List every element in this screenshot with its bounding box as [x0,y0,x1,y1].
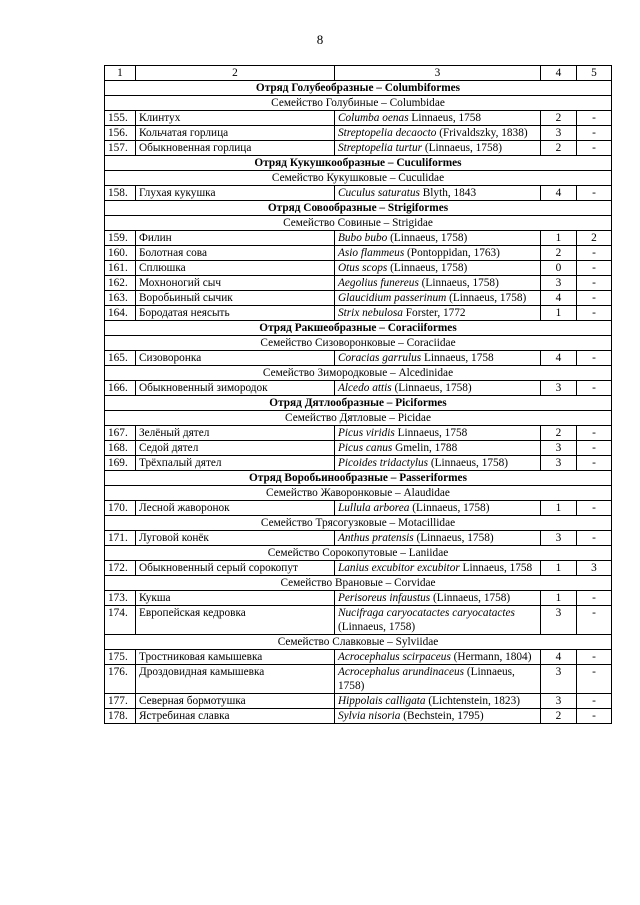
category-column-5: - [577,186,612,201]
latin-name: Hippolais calligata [338,695,426,707]
species-row [105,591,612,606]
scientific-name-cell [335,126,541,141]
taxon-author: Forster, 1772 [402,307,466,319]
row-number: 155. [105,111,136,126]
taxon-author: (Linnaeus, 1758) [428,457,509,469]
category-column-5: - [577,261,612,276]
family-heading-row [105,411,612,426]
row-number: 162. [105,276,136,291]
category-column-5: - [577,426,612,441]
latin-name: Streptopelia decaocto [338,127,437,139]
russian-name: Мохноногий сыч [136,276,335,291]
taxon-author: (Linnaeus, 1758) [387,232,468,244]
category-column-5: - [577,456,612,471]
order-heading-row [105,156,612,171]
family-heading-row [105,486,612,501]
latin-name: Cuculus saturatus [338,187,420,199]
category-column-4: 1 [541,306,577,321]
species-row [105,665,612,694]
taxon-author: (Frivaldszky, 1838) [436,127,528,139]
row-number: 172. [105,561,136,576]
taxon-author: (Linnaeus, 1758) [409,502,490,514]
category-column-5: - [577,276,612,291]
category-column-5: - [577,501,612,516]
russian-name: Болотная сова [136,246,335,261]
russian-name: Филин [136,231,335,246]
russian-name: Воробьиный сычик [136,291,335,306]
scientific-name-cell [335,246,541,261]
row-number: 176. [105,665,136,694]
category-column-5: 2 [577,231,612,246]
category-column-5: - [577,650,612,665]
category-column-4: 3 [541,126,577,141]
row-number: 175. [105,650,136,665]
russian-name: Седой дятел [136,441,335,456]
species-row [105,141,612,156]
family-heading: Семейство Кукушковые – Cuculidae [105,171,612,186]
category-column-4: 2 [541,426,577,441]
category-column-5: - [577,291,612,306]
category-column-4: 3 [541,441,577,456]
family-heading: Семейство Трясогузковые – Motacillidae [105,516,612,531]
family-heading: Семейство Зимородковые – Alcedinidae [105,366,612,381]
row-number: 161. [105,261,136,276]
russian-name: Зелёный дятел [136,426,335,441]
taxon-author: Linnaeus, 1758 [394,427,468,439]
row-number: 165. [105,351,136,366]
latin-name: Acrocephalus scirpaceus [338,651,451,663]
order-heading: Отряд Воробьинообразные – Passeriformes [105,471,612,486]
taxon-author: Linnaeus, 1758 [421,352,494,364]
family-heading: Семейство Врановые – Corvidae [105,576,612,591]
row-number: 168. [105,441,136,456]
scientific-name-cell [335,665,541,694]
category-column-4: 2 [541,246,577,261]
taxon-author: (Linnaeus, 1758) [446,292,527,304]
species-table [104,65,612,724]
category-column-4: 3 [541,694,577,709]
row-number: 166. [105,381,136,396]
scientific-name-cell [335,141,541,156]
order-heading: Отряд Дятлообразные – Piciformes [105,396,612,411]
row-number: 173. [105,591,136,606]
taxon-author: Linnaeus, 1758 [459,562,533,574]
russian-name: Дроздовидная камышевка [136,665,335,694]
latin-name: Aegolius funereus [338,277,419,289]
row-number: 177. [105,694,136,709]
russian-name: Клинтух [136,111,335,126]
family-heading-row [105,366,612,381]
family-heading-row [105,576,612,591]
latin-name: Picus canus [338,442,393,454]
order-heading-row [105,471,612,486]
species-row [105,501,612,516]
row-number: 170. [105,501,136,516]
category-column-5: - [577,709,612,724]
taxon-author: (Linnaeus, 1758) [338,666,515,692]
latin-name: Columba oenas [338,112,409,124]
family-heading-row [105,635,612,650]
latin-name: Asio flammeus [338,247,405,259]
russian-name: Тростниковая камышевка [136,650,335,665]
category-column-5: - [577,441,612,456]
row-number: 167. [105,426,136,441]
taxon-author: (Lichtenstein, 1823) [425,695,520,707]
scientific-name-cell [335,351,541,366]
order-heading: Отряд Ракшеобразные – Coraciiformes [105,321,612,336]
species-row [105,291,612,306]
row-number: 159. [105,231,136,246]
scientific-name-cell [335,276,541,291]
latin-name: Picus viridis [338,427,395,439]
category-column-5: - [577,591,612,606]
russian-name: Европейская кедровка [136,606,335,635]
scientific-name-cell [335,231,541,246]
scientific-name-cell [335,291,541,306]
russian-name: Бородатая неясыть [136,306,335,321]
family-heading: Семейство Дятловые – Picidae [105,411,612,426]
category-column-5: - [577,246,612,261]
taxon-author: Linnaeus, 1758 [408,112,482,124]
category-column-5: - [577,665,612,694]
species-row [105,650,612,665]
category-column-5: - [577,694,612,709]
latin-name: Coracias garrulus [338,352,422,364]
taxon-author: (Linnaeus, 1758) [418,277,499,289]
taxon-author: (Linnaeus, 1758) [413,532,494,544]
category-column-4: 1 [541,591,577,606]
column-header: 4 [541,66,577,81]
category-column-4: 1 [541,231,577,246]
family-heading: Семейство Совиные – Strigidae [105,216,612,231]
category-column-5: - [577,111,612,126]
category-column-4: 2 [541,111,577,126]
category-column-4: 4 [541,186,577,201]
latin-name: Alcedo attis [338,382,392,394]
scientific-name-cell [335,261,541,276]
category-column-4: 0 [541,261,577,276]
scientific-name-cell [335,561,541,576]
russian-name: Глухая кукушка [136,186,335,201]
family-heading-row [105,216,612,231]
scientific-name-cell [335,306,541,321]
family-heading-row [105,96,612,111]
order-heading-row [105,201,612,216]
category-column-4: 3 [541,606,577,635]
species-row [105,231,612,246]
family-heading-row [105,516,612,531]
family-heading: Семейство Сизоворонковые – Coraciidae [105,336,612,351]
russian-name: Лесной жаворонок [136,501,335,516]
row-number: 158. [105,186,136,201]
category-column-5: 3 [577,561,612,576]
species-row [105,709,612,724]
russian-name: Кукша [136,591,335,606]
order-heading-row [105,81,612,96]
species-row [105,606,612,635]
taxon-author: (Pontoppidan, 1763) [404,247,500,259]
order-heading: Отряд Совообразные – Strigiformes [105,201,612,216]
category-column-4: 4 [541,650,577,665]
latin-name: Strix nebulosa [338,307,403,319]
category-column-5: - [577,141,612,156]
latin-name: Acrocephalus arundinaceus [338,666,465,678]
russian-name: Трёхпалый дятел [136,456,335,471]
species-row [105,351,612,366]
category-column-5: - [577,381,612,396]
category-column-4: 3 [541,456,577,471]
taxon-author: Blyth, 1843 [419,187,477,199]
scientific-name-cell [335,591,541,606]
taxon-author: (Bechstein, 1795) [400,710,484,722]
scientific-name-cell [335,501,541,516]
category-column-4: 1 [541,501,577,516]
species-row [105,246,612,261]
family-heading: Семейство Голубиные – Columbidae [105,96,612,111]
latin-name: Streptopelia turtur [338,142,422,154]
family-heading: Семейство Славковые – Sylviidae [105,635,612,650]
scientific-name-cell [335,531,541,546]
category-column-5: - [577,351,612,366]
column-header: 2 [136,66,335,81]
taxon-author: (Linnaeus, 1758) [422,142,502,154]
taxon-author: (Hermann, 1804) [450,651,532,663]
category-column-4: 4 [541,351,577,366]
category-column-4: 1 [541,561,577,576]
row-number: 163. [105,291,136,306]
russian-name: Сплюшка [136,261,335,276]
latin-name: Perisoreus infaustus [338,592,431,604]
column-header: 3 [335,66,541,81]
row-number: 164. [105,306,136,321]
order-heading-row [105,321,612,336]
category-column-5: - [577,606,612,635]
page-number: 8 [316,32,324,47]
species-row [105,186,612,201]
taxon-author: Gmelin, 1788 [392,442,458,454]
latin-name: Otus scops [338,262,388,274]
category-column-4: 4 [541,291,577,306]
species-row [105,561,612,576]
latin-name: Glaucidium passerinum [338,292,447,304]
species-row [105,426,612,441]
category-column-5: - [577,531,612,546]
species-table-body [105,66,612,724]
latin-name: Picoides tridactylus [338,457,429,469]
scientific-name-cell [335,441,541,456]
scientific-name-cell [335,456,541,471]
row-number: 160. [105,246,136,261]
latin-name: Sylvia nisoria [338,710,401,722]
category-column-4: 3 [541,531,577,546]
russian-name: Кольчатая горлица [136,126,335,141]
latin-name: Lullula arborea [338,502,410,514]
latin-name: Lanius excubitor excubitor [338,562,460,574]
species-row [105,306,612,321]
species-row [105,261,612,276]
column-header: 5 [577,66,612,81]
species-row [105,111,612,126]
family-heading-row [105,336,612,351]
scientific-name-cell [335,709,541,724]
scientific-name-cell [335,426,541,441]
category-column-5: - [577,306,612,321]
category-column-4: 3 [541,665,577,694]
row-number: 178. [105,709,136,724]
category-column-5: - [577,126,612,141]
row-number: 169. [105,456,136,471]
taxon-author: (Linnaeus, 1758) [387,262,468,274]
row-number: 171. [105,531,136,546]
taxon-author: (Linnaeus, 1758) [391,382,472,394]
row-number: 156. [105,126,136,141]
species-row [105,381,612,396]
scientific-name-cell [335,694,541,709]
scientific-name-cell [335,650,541,665]
category-column-4: 2 [541,141,577,156]
species-row [105,531,612,546]
scientific-name-cell [335,186,541,201]
category-column-4: 3 [541,276,577,291]
taxon-author: (Linnaeus, 1758) [430,592,511,604]
russian-name: Северная бормотушка [136,694,335,709]
russian-name: Ястребиная славка [136,709,335,724]
scientific-name-cell [335,381,541,396]
taxon-author: (Linnaeus, 1758) [338,621,416,633]
russian-name: Обыкновенный зимородок [136,381,335,396]
species-row [105,126,612,141]
species-row [105,456,612,471]
row-number: 174. [105,606,136,635]
russian-name: Обыкновенная горлица [136,141,335,156]
scientific-name-cell [335,606,541,635]
category-column-4: 3 [541,381,577,396]
order-heading-row [105,396,612,411]
order-heading: Отряд Голубеобразные – Columbiformes [105,81,612,96]
family-heading: Семейство Жаворонковые – Alaudidae [105,486,612,501]
latin-name: Nucifraga caryocatactes caryocatactes [338,607,515,619]
latin-name: Anthus pratensis [338,532,414,544]
category-column-4: 2 [541,709,577,724]
table-header-row [105,66,612,81]
russian-name: Сизоворонка [136,351,335,366]
column-header: 1 [105,66,136,81]
row-number: 157. [105,141,136,156]
family-heading-row [105,171,612,186]
russian-name: Луговой конёк [136,531,335,546]
russian-name: Обыкновенный серый сорокопут [136,561,335,576]
order-heading: Отряд Кукушкообразные – Cuculiformes [105,156,612,171]
species-row [105,276,612,291]
family-heading: Семейство Сорокопутовые – Laniidae [105,546,612,561]
family-heading-row [105,546,612,561]
species-row [105,694,612,709]
latin-name: Bubo bubo [338,232,388,244]
species-row [105,441,612,456]
scientific-name-cell [335,111,541,126]
